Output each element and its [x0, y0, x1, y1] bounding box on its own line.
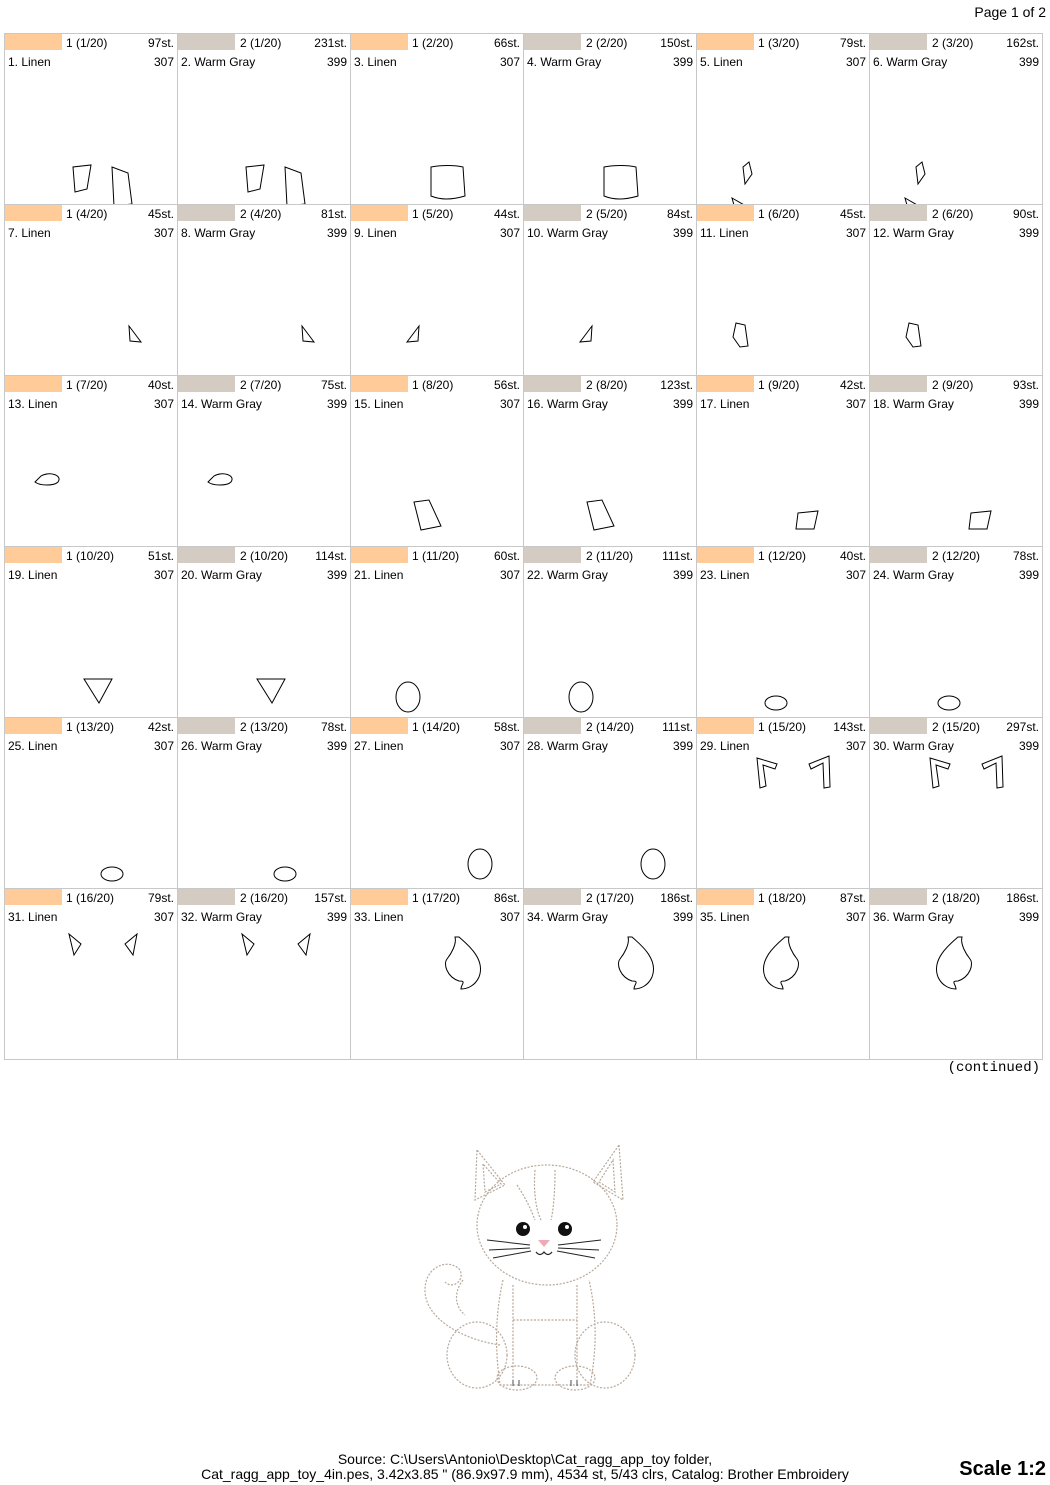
stitch-count: 58st. [493, 720, 520, 734]
thread-code: 307 [499, 910, 520, 924]
thread-code: 307 [499, 226, 520, 240]
applique-shape-outline [524, 889, 696, 1059]
stitch-count: 231st. [314, 36, 347, 50]
stitch-count: 42st. [839, 378, 866, 392]
pass-label: 1 (13/20) [66, 720, 115, 734]
thread-name: 29. Linen [700, 739, 750, 753]
color-step-cell [870, 718, 1043, 889]
pass-label: 1 (18/20) [758, 891, 807, 905]
thread-name: 17. Linen [700, 397, 750, 411]
applique-shape-outline [5, 205, 177, 375]
thread-code: 307 [845, 55, 866, 69]
thread-code: 399 [1018, 568, 1039, 582]
color-step-cell [178, 547, 351, 718]
color-step-cell [351, 34, 524, 205]
color-step-cell [524, 34, 697, 205]
color-step-cell [870, 547, 1043, 718]
applique-shape-outline [351, 547, 523, 717]
color-step-cell [178, 205, 351, 376]
applique-shape-outline [178, 376, 350, 546]
pass-label: 2 (17/20) [586, 891, 635, 905]
stitch-count: 297st. [1006, 720, 1039, 734]
thread-name: 4. Warm Gray [527, 55, 602, 69]
thread-code: 307 [845, 226, 866, 240]
thread-code: 399 [1018, 910, 1039, 924]
footer-details-line: Cat_ragg_app_toy_4in.pes, 3.42x3.85 " (86.9x97.9 mm), 4534 st, 5/43 clrs, Catalog: Brother Embroidery [201, 1466, 849, 1482]
thread-code: 307 [845, 910, 866, 924]
pass-label: 1 (16/20) [66, 891, 115, 905]
footer-source-line: Source: C:\Users\Antonio\Desktop\Cat_ragg_app_toy folder, [337, 1451, 713, 1467]
applique-shape-outline [870, 376, 1042, 546]
stitch-count: 75st. [320, 378, 347, 392]
thread-code: 399 [672, 568, 693, 582]
thread-code: 399 [1018, 397, 1039, 411]
pass-label: 1 (15/20) [758, 720, 807, 734]
color-step-cell [5, 718, 178, 889]
thread-code: 399 [672, 739, 693, 753]
applique-shape-outline [697, 34, 869, 204]
stitch-count: 51st. [147, 549, 174, 563]
applique-shape-outline [870, 34, 1042, 204]
thread-code: 307 [153, 910, 174, 924]
thread-name: 28. Warm Gray [527, 739, 608, 753]
color-step-cell [697, 376, 870, 547]
pass-label: 1 (14/20) [412, 720, 461, 734]
thread-code: 399 [326, 397, 347, 411]
applique-shape-outline [870, 547, 1042, 717]
pass-label: 2 (15/20) [932, 720, 981, 734]
thread-name: 35. Linen [700, 910, 750, 924]
cat-design-preview [405, 1140, 645, 1400]
thread-name: 31. Linen [8, 910, 58, 924]
pass-label: 1 (10/20) [66, 549, 115, 563]
thread-name: 15. Linen [354, 397, 404, 411]
pass-label: 1 (3/20) [758, 36, 800, 50]
thread-name: 32. Warm Gray [181, 910, 262, 924]
stitch-count: 79st. [147, 891, 174, 905]
thread-name: 30. Warm Gray [873, 739, 954, 753]
color-step-cell [5, 889, 178, 1060]
applique-shape-outline [351, 205, 523, 375]
color-step-cell [870, 889, 1043, 1060]
thread-name: 11. Linen [700, 226, 749, 240]
thread-name: 14. Warm Gray [181, 397, 262, 411]
thread-name: 22. Warm Gray [527, 568, 608, 582]
stitch-count: 78st. [320, 720, 347, 734]
continued-label: (continued) [947, 1060, 1040, 1076]
pass-label: 2 (7/20) [240, 378, 282, 392]
thread-code: 307 [153, 739, 174, 753]
applique-shape-outline [524, 718, 696, 888]
thread-code: 399 [672, 910, 693, 924]
applique-shape-outline [870, 205, 1042, 375]
applique-shape-outline [5, 718, 177, 888]
thread-name: 26. Warm Gray [181, 739, 262, 753]
color-step-cell [697, 889, 870, 1060]
stitch-count: 86st. [493, 891, 520, 905]
pass-label: 2 (5/20) [586, 207, 628, 221]
applique-shape-outline [870, 718, 1042, 888]
thread-code: 399 [1018, 226, 1039, 240]
color-step-cell [697, 547, 870, 718]
thread-code: 307 [499, 739, 520, 753]
stitch-count: 111st. [662, 720, 693, 734]
applique-shape-outline [5, 547, 177, 717]
thread-name: 23. Linen [700, 568, 750, 582]
applique-shape-outline [524, 376, 696, 546]
color-step-cell [351, 547, 524, 718]
pass-label: 1 (9/20) [758, 378, 800, 392]
applique-shape-outline [351, 718, 523, 888]
thread-name: 20. Warm Gray [181, 568, 262, 582]
thread-name: 25. Linen [8, 739, 58, 753]
thread-name: 10. Warm Gray [527, 226, 608, 240]
stitch-count: 123st. [660, 378, 693, 392]
applique-shape-outline [524, 34, 696, 204]
thread-code: 399 [326, 55, 347, 69]
pass-label: 2 (3/20) [932, 36, 974, 50]
pass-label: 2 (8/20) [586, 378, 628, 392]
pass-label: 1 (12/20) [758, 549, 807, 563]
thread-code: 399 [326, 910, 347, 924]
stitch-count: 150st. [660, 36, 693, 50]
pass-label: 2 (13/20) [240, 720, 289, 734]
pass-label: 2 (6/20) [932, 207, 974, 221]
stitch-count: 40st. [147, 378, 174, 392]
pass-label: 1 (1/20) [66, 36, 108, 50]
stitch-count: 45st. [839, 207, 866, 221]
thread-name: 33. Linen [354, 910, 404, 924]
stitch-count: 111st. [662, 549, 693, 563]
thread-code: 307 [153, 568, 174, 582]
thread-name: 2. Warm Gray [181, 55, 256, 69]
pass-label: 1 (11/20) [412, 549, 460, 563]
stitch-count: 114st. [315, 549, 347, 563]
color-step-cell [524, 889, 697, 1060]
color-step-cell [524, 205, 697, 376]
stitch-count: 42st. [147, 720, 174, 734]
thread-code: 307 [153, 397, 174, 411]
pass-label: 2 (14/20) [586, 720, 635, 734]
pass-label: 1 (7/20) [66, 378, 108, 392]
stitch-count: 44st. [493, 207, 520, 221]
color-step-cell [524, 376, 697, 547]
applique-shape-outline [351, 34, 523, 204]
pass-label: 2 (12/20) [932, 549, 981, 563]
pass-label: 2 (1/20) [240, 36, 282, 50]
color-step-cell [870, 34, 1043, 205]
page-indicator: Page 1 of 2 [974, 4, 1046, 20]
applique-shape-outline [178, 718, 350, 888]
thread-code: 307 [153, 226, 174, 240]
color-step-cell [697, 205, 870, 376]
stitch-count: 90st. [1012, 207, 1039, 221]
applique-shape-outline [178, 34, 350, 204]
applique-shape-outline [697, 376, 869, 546]
pass-label: 1 (17/20) [412, 891, 461, 905]
thread-name: 34. Warm Gray [527, 910, 608, 924]
color-step-cell [178, 889, 351, 1060]
thread-code: 307 [845, 739, 866, 753]
stitch-count: 87st. [839, 891, 866, 905]
pass-label: 2 (4/20) [240, 207, 282, 221]
applique-shape-outline [524, 205, 696, 375]
color-step-cell [351, 376, 524, 547]
thread-name: 19. Linen [8, 568, 58, 582]
thread-name: 8. Warm Gray [181, 226, 256, 240]
stitch-count: 84st. [666, 207, 693, 221]
thread-code: 399 [326, 226, 347, 240]
thread-name: 12. Warm Gray [873, 226, 954, 240]
thread-code: 307 [845, 568, 866, 582]
color-step-cell [351, 889, 524, 1060]
pass-label: 1 (8/20) [412, 378, 454, 392]
stitch-count: 186st. [1006, 891, 1039, 905]
thread-code: 307 [499, 568, 520, 582]
thread-code: 399 [672, 397, 693, 411]
thread-name: 1. Linen [8, 55, 51, 69]
stitch-count: 81st. [320, 207, 347, 221]
stitch-count: 78st. [1012, 549, 1039, 563]
color-step-cell [870, 376, 1043, 547]
pass-label: 2 (18/20) [932, 891, 981, 905]
applique-shape-outline [5, 376, 177, 546]
thread-name: 3. Linen [354, 55, 397, 69]
applique-shape-outline [870, 889, 1042, 1059]
pass-label: 1 (5/20) [412, 207, 454, 221]
pass-label: 2 (10/20) [240, 549, 289, 563]
stitch-count: 56st. [493, 378, 520, 392]
thread-code: 399 [1018, 739, 1039, 753]
thread-code: 399 [672, 55, 693, 69]
thread-name: 21. Linen [354, 568, 404, 582]
applique-shape-outline [5, 34, 177, 204]
pass-label: 2 (9/20) [932, 378, 974, 392]
applique-shape-outline [697, 718, 869, 888]
thread-name: 13. Linen [8, 397, 58, 411]
thread-name: 36. Warm Gray [873, 910, 954, 924]
color-sequence-grid [4, 33, 1043, 1060]
applique-shape-outline [697, 547, 869, 717]
color-step-cell [524, 547, 697, 718]
stitch-count: 97st. [147, 36, 174, 50]
color-step-cell [524, 718, 697, 889]
applique-shape-outline [697, 205, 869, 375]
thread-name: 6. Warm Gray [873, 55, 948, 69]
applique-shape-outline [351, 376, 523, 546]
color-step-cell [697, 34, 870, 205]
applique-shape-outline [524, 547, 696, 717]
thread-code: 399 [326, 568, 347, 582]
pass-label: 2 (11/20) [586, 549, 634, 563]
applique-shape-outline [178, 547, 350, 717]
thread-code: 399 [326, 739, 347, 753]
stitch-count: 60st. [493, 549, 520, 563]
applique-shape-outline [178, 205, 350, 375]
pass-label: 2 (16/20) [240, 891, 289, 905]
color-step-cell [5, 547, 178, 718]
pass-label: 1 (6/20) [758, 207, 800, 221]
pass-label: 1 (4/20) [66, 207, 108, 221]
color-step-cell [178, 376, 351, 547]
stitch-count: 45st. [147, 207, 174, 221]
scale-label: Scale 1:2 [959, 1458, 1046, 1480]
thread-name: 5. Linen [700, 55, 743, 69]
applique-shape-outline [5, 889, 177, 1059]
stitch-count: 66st. [493, 36, 520, 50]
color-step-cell [697, 718, 870, 889]
stitch-count: 186st. [660, 891, 693, 905]
color-step-cell [351, 205, 524, 376]
thread-name: 27. Linen [354, 739, 404, 753]
thread-name: 7. Linen [8, 226, 51, 240]
color-step-cell [5, 376, 178, 547]
stitch-count: 79st. [839, 36, 866, 50]
pass-label: 1 (2/20) [412, 36, 454, 50]
stitch-count: 162st. [1006, 36, 1039, 50]
stitch-count: 40st. [839, 549, 866, 563]
pass-label: 2 (2/20) [586, 36, 628, 50]
thread-code: 399 [672, 226, 693, 240]
thread-name: 24. Warm Gray [873, 568, 954, 582]
thread-code: 307 [499, 55, 520, 69]
applique-shape-outline [178, 889, 350, 1059]
thread-name: 18. Warm Gray [873, 397, 954, 411]
color-step-cell [178, 34, 351, 205]
color-step-cell [870, 205, 1043, 376]
file-info-footer [0, 1452, 1050, 1482]
thread-code: 307 [845, 397, 866, 411]
stitch-count: 93st. [1012, 378, 1039, 392]
stitch-count: 157st. [314, 891, 347, 905]
color-step-cell [5, 34, 178, 205]
color-step-cell [178, 718, 351, 889]
thread-name: 16. Warm Gray [527, 397, 608, 411]
color-step-cell [5, 205, 178, 376]
thread-name: 9. Linen [354, 226, 397, 240]
applique-shape-outline [697, 889, 869, 1059]
thread-code: 399 [1018, 55, 1039, 69]
color-step-cell [351, 718, 524, 889]
thread-code: 307 [499, 397, 520, 411]
applique-shape-outline [351, 889, 523, 1059]
stitch-count: 143st. [833, 720, 866, 734]
thread-code: 307 [153, 55, 174, 69]
